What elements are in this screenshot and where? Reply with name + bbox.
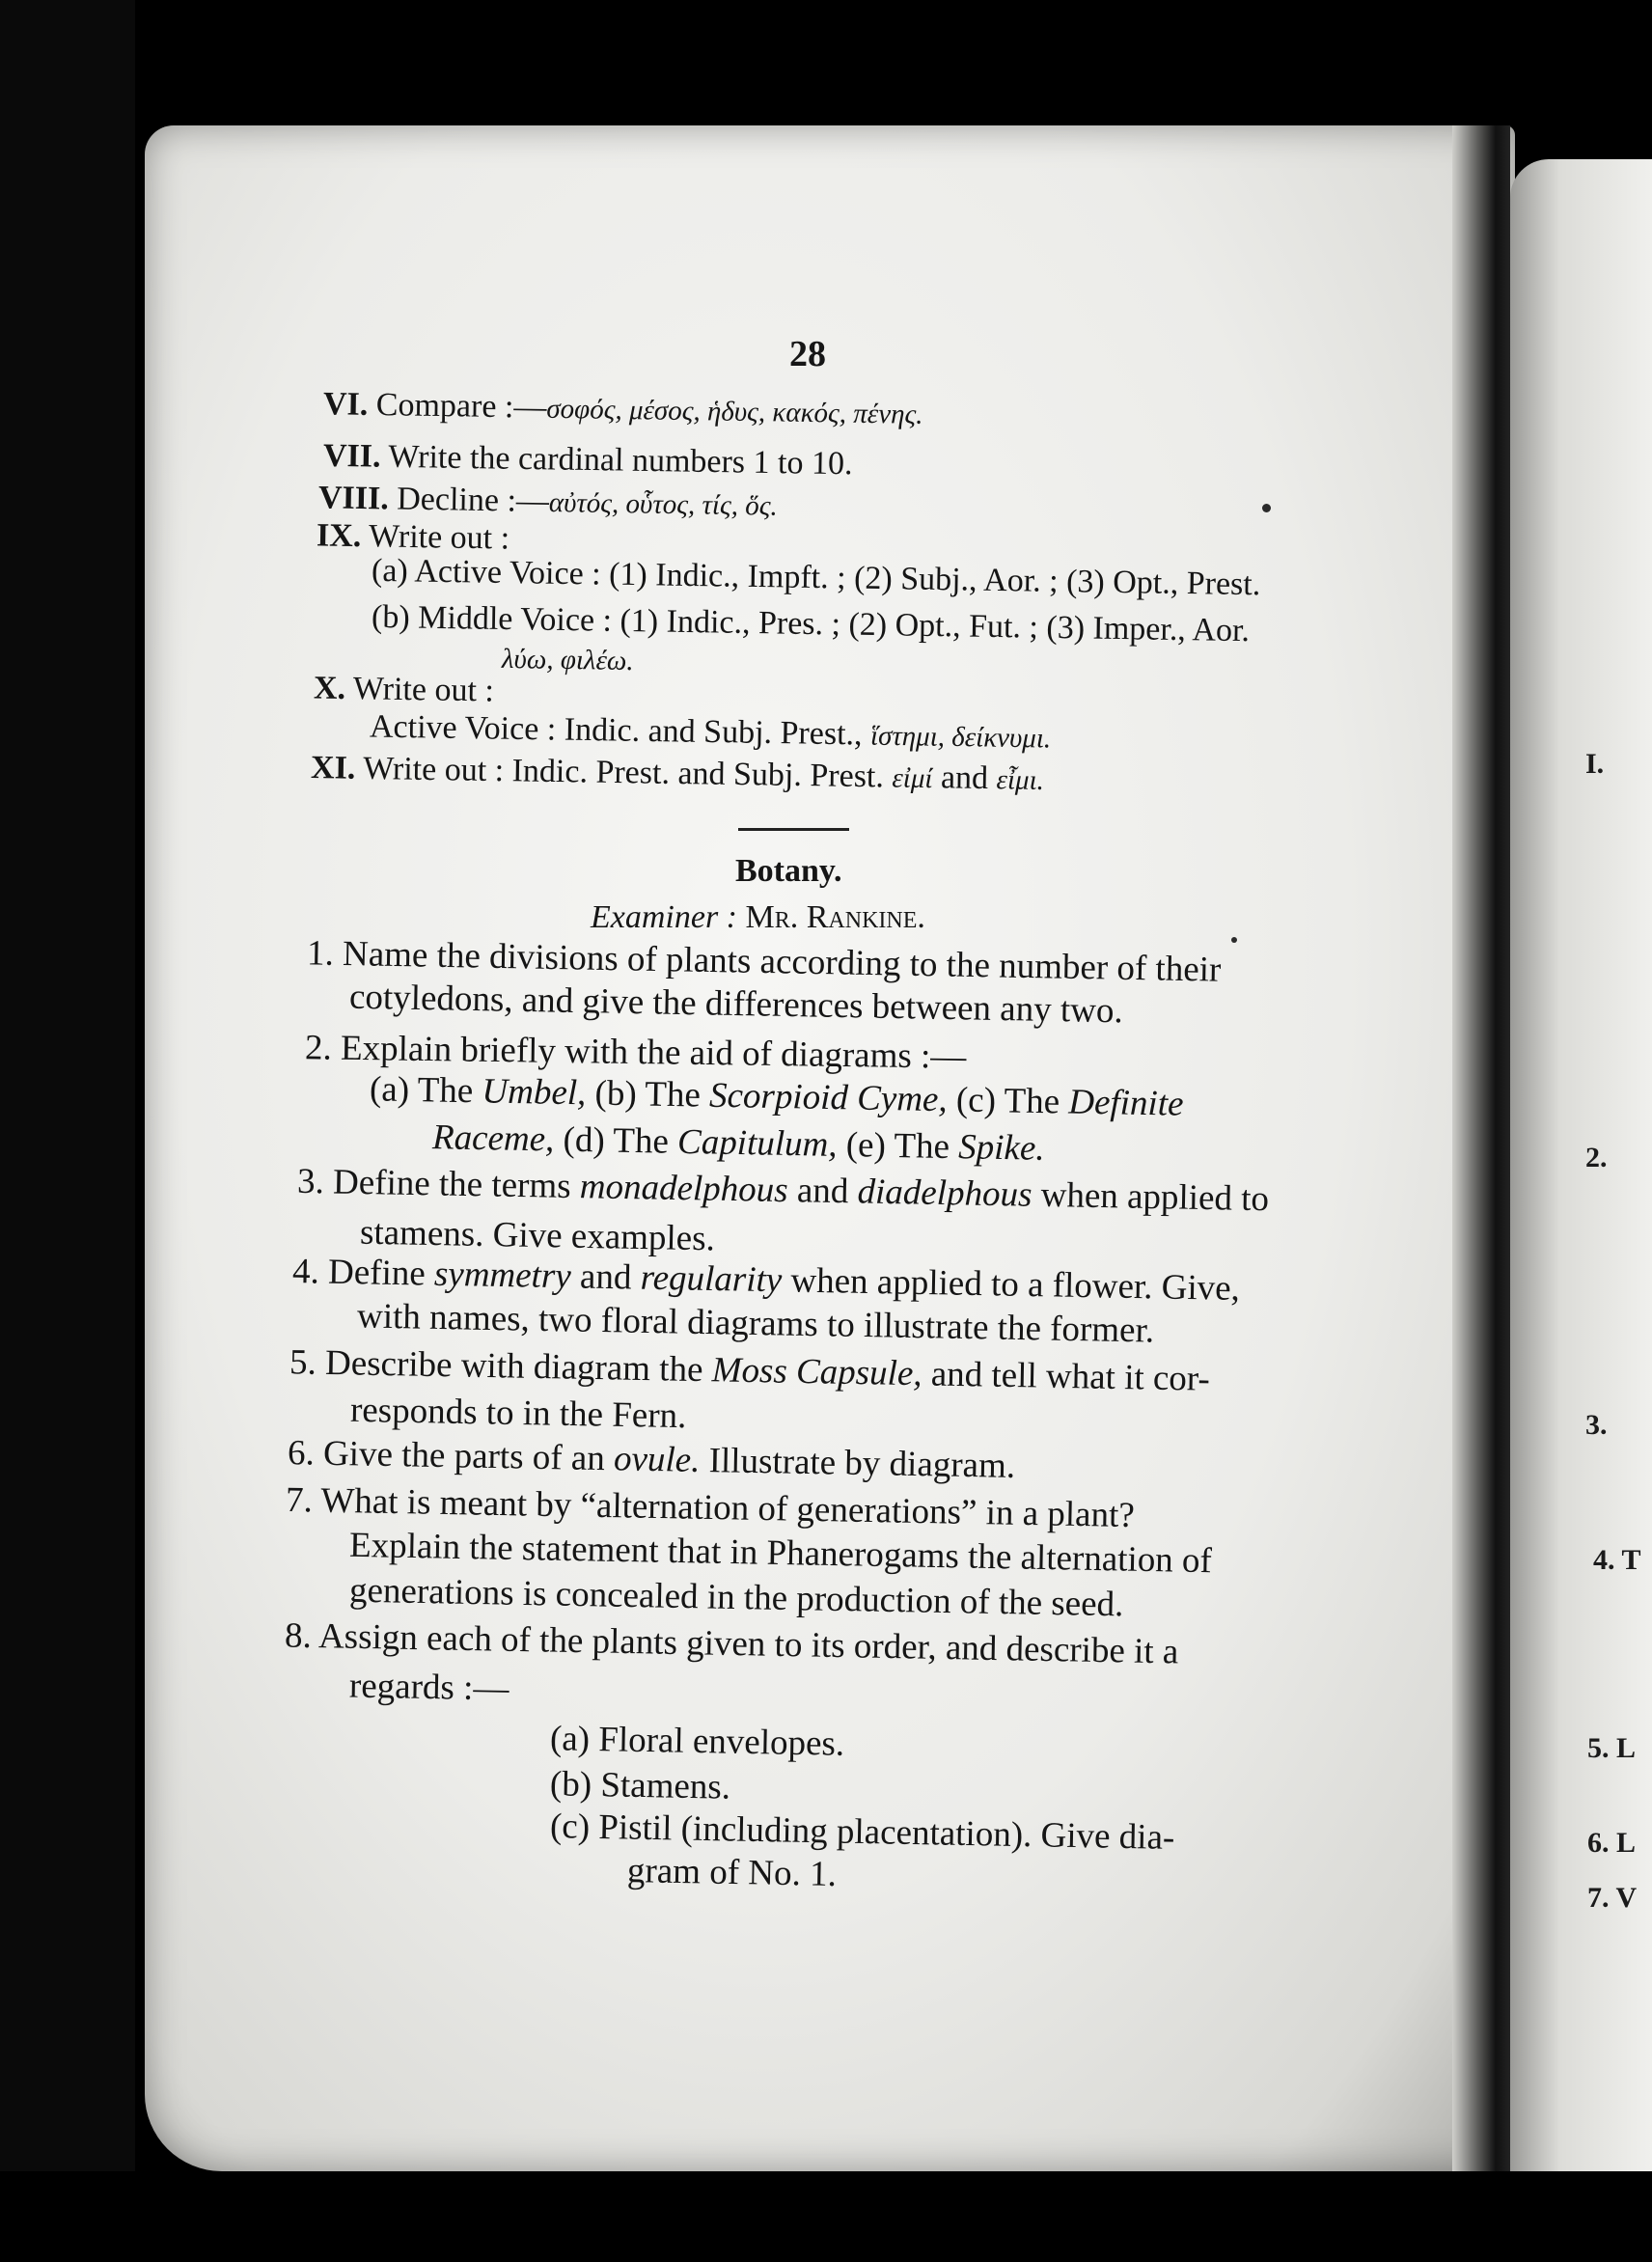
ink-speck [1262, 504, 1271, 512]
question-ix [317, 519, 510, 555]
term: Scorpioid Cyme, [708, 1075, 949, 1120]
greek-word: εἰμί [892, 762, 933, 795]
question-text: Assign each of the plants given to its order, and describe it a [317, 1616, 1179, 1672]
conjunction: and [940, 759, 989, 797]
question-number: 5. [289, 1342, 317, 1383]
text-run: (e) The [837, 1124, 959, 1168]
botany-question-4-cont: with names, two floral diagrams to illustrate the former. [356, 1296, 1155, 1351]
greek-words: σοφός, μέσος, ἡδυς, κακός, πένης. [546, 393, 923, 430]
term: Spike. [957, 1127, 1045, 1169]
scan-bottom-border [0, 2171, 1652, 2262]
text-run: Define the terms [332, 1162, 581, 1207]
question-ix-a: (a) Active Voice : (1) Indic., Impft. ; (2) Subj., Aor. ; (3) Opt., Prest. [371, 552, 1261, 603]
term: Umbel, [482, 1071, 587, 1114]
question-ix-b: (b) Middle Voice : (1) Indic., Pres. ; (2) Opt., Fut. ; (3) Imper., Aor. [371, 598, 1251, 649]
term: diadelphous [857, 1172, 1032, 1215]
facing-page-item: 7. V [1587, 1882, 1638, 1914]
text-run: and [787, 1171, 858, 1212]
facing-page-item: I. [1585, 748, 1605, 780]
botany-question-5-cont: responds to in the Fern. [349, 1390, 687, 1437]
text-run: Illustrate by diagram. [700, 1440, 1016, 1486]
term: monadelphous [579, 1167, 789, 1211]
text-run: (b) The [585, 1073, 710, 1116]
botany-question-2 [305, 1030, 967, 1075]
question-number: 4. [291, 1252, 320, 1292]
question-x [313, 670, 495, 709]
text-run: (a) The [369, 1069, 482, 1112]
question-number: VII. [322, 437, 381, 475]
botany-question-3-cont: stamens. Give examples. [359, 1212, 716, 1259]
question-viii [318, 482, 778, 521]
question-number: 8. [284, 1615, 313, 1657]
botany-question-8-cont: regards :— [348, 1666, 509, 1709]
page-number: 28 [789, 334, 826, 374]
question-number: 2. [304, 1028, 333, 1068]
question-text: Write out : [368, 518, 510, 557]
text-run: and tell what it cor- [922, 1354, 1211, 1399]
text-run: (c) The [947, 1080, 1069, 1122]
question-text: Write out : Indic. Prest. and Subj. Prest. [362, 750, 885, 795]
question-text: Write out : [352, 671, 495, 709]
question-text: Write the cardinal numbers 1 to 10. [388, 438, 853, 483]
text-run: when applied to a flower. Give, [781, 1260, 1241, 1309]
term: Raceme, [431, 1117, 555, 1160]
ink-speck [1231, 937, 1237, 943]
botany-question-1-cont: cotyledons, and give the differences between any two. [348, 977, 1124, 1032]
text-run: Describe with diagram the [324, 1342, 713, 1391]
question-vii [322, 437, 853, 483]
question-number: X. [313, 670, 346, 707]
scan-left-border [0, 0, 135, 2262]
botany-question-8-tail: gram of No. 1. [626, 1851, 838, 1894]
examiner-name: Mr. Rankine. [745, 899, 925, 935]
term: Definite [1067, 1082, 1184, 1124]
question-number: VI. [322, 386, 369, 423]
greek-word: εἶμι. [996, 764, 1045, 796]
question-text: Active Voice : Indic. and Subj. Prest., [369, 708, 863, 753]
question-text: What is meant by “alternation of generations” in a plant? [320, 1480, 1136, 1536]
term: regularity [640, 1257, 783, 1301]
botany-question-8-item-b: (b) Stamens. [549, 1764, 731, 1807]
facing-page-item: 3. [1585, 1409, 1608, 1441]
facing-page-item: 5. L [1587, 1732, 1637, 1764]
question-number: XI. [310, 750, 356, 786]
question-text: Explain briefly with the aid of diagrams :— [340, 1028, 967, 1077]
facing-page-item: 2. [1585, 1142, 1608, 1173]
greek-verbs: λύω, φιλέω. [501, 643, 634, 677]
question-text: Name the divisions of plants according to the number of their [342, 934, 1222, 990]
text-run: and [570, 1256, 642, 1298]
section-divider [738, 828, 849, 831]
book-gutter-shadow [1452, 125, 1510, 2171]
facing-page-edge [1510, 159, 1652, 2171]
examiner-line [591, 899, 925, 936]
question-number: 3. [296, 1161, 325, 1202]
botany-question-8-item-a: (a) Floral envelopes. [549, 1719, 845, 1764]
greek-words: αὐτός, οὗτος, τίς, ὅς. [548, 487, 778, 522]
text-run: when applied to [1032, 1174, 1270, 1220]
question-number: 7. [285, 1479, 314, 1521]
facing-page-item: 4. T [1593, 1544, 1641, 1576]
text-run: Give the parts of an [322, 1433, 615, 1479]
question-number: VIII. [317, 480, 390, 517]
question-number: 6. [287, 1433, 316, 1474]
text-run: Define [327, 1252, 435, 1294]
question-number: 1. [306, 933, 335, 974]
term: symmetry [433, 1254, 572, 1297]
botany-question-7-cont: Explain the statement that in Phanerogams the alternation of [348, 1525, 1213, 1582]
question-number: IX. [316, 517, 362, 555]
botany-question-7-cont: generations is concealed in the production of the seed. [348, 1570, 1124, 1625]
term: Moss Capsule, [711, 1350, 922, 1394]
examiner-label: Examiner : [591, 899, 738, 935]
section-title: Botany. [735, 853, 842, 889]
facing-page-item: 6. L [1587, 1827, 1637, 1859]
question-text: Decline :— [396, 481, 550, 520]
term: ovule. [613, 1439, 701, 1480]
scan-top-border [0, 0, 1652, 116]
greek-words: ἵστημι, δείκνυμι. [869, 720, 1052, 755]
term: Capitulum, [676, 1121, 838, 1165]
question-text: Compare :— [375, 386, 547, 426]
botany-question-8-item-c: (c) Pistil (including placentation). Give dia- [549, 1807, 1175, 1858]
text-run: (d) The [554, 1119, 678, 1162]
